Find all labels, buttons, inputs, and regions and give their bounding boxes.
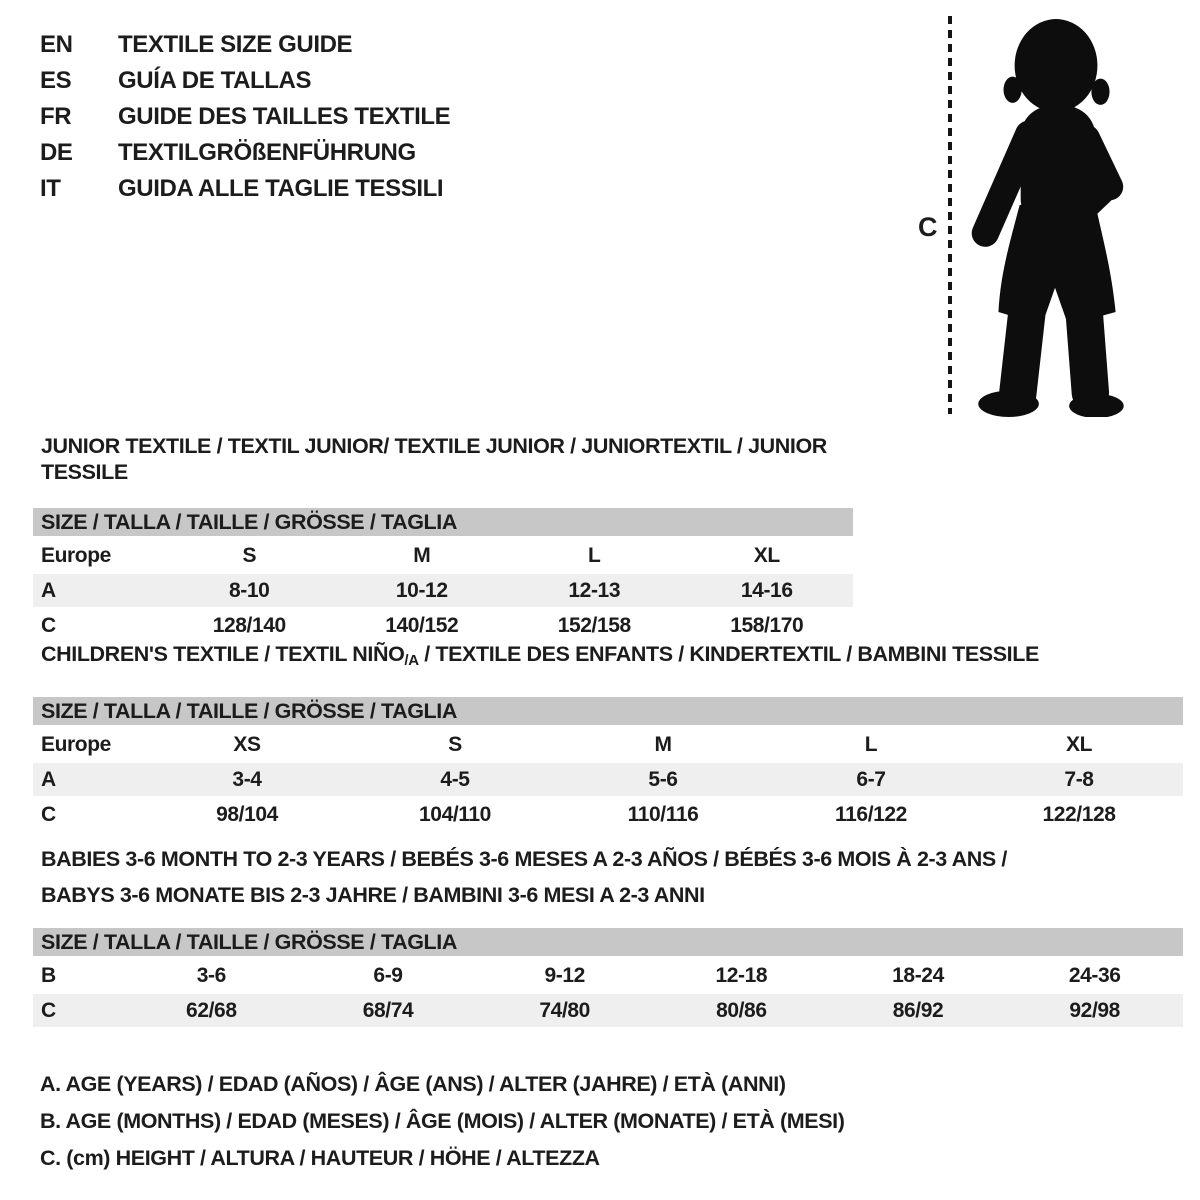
table-cell: 14-16 (740, 578, 793, 602)
legend-line-c: C. (cm) HEIGHT / ALTURA / HAUTEUR / HÖHE / ALTEZZA (40, 1146, 600, 1170)
section-heading (33, 641, 1183, 674)
heading-text: / TEXTILE DES ENFANTS / KINDERTEXTIL / BAMBINI TESSILE (418, 642, 1039, 666)
table-cell: 98/104 (216, 802, 278, 826)
language-guide-list (40, 27, 450, 207)
language-code: FR (40, 103, 72, 130)
table-cell: M (413, 543, 431, 567)
table-cell: XL (753, 543, 780, 567)
language-code: DE (40, 139, 73, 166)
language-row (40, 99, 450, 135)
table-row (33, 539, 853, 572)
row-label: C (41, 802, 56, 826)
table-row (33, 994, 1183, 1027)
junior-textile-section (33, 433, 853, 644)
table-cell: 140/152 (385, 613, 459, 637)
table-cell: 128/140 (212, 613, 286, 637)
junior-size-table (33, 508, 853, 642)
table-cell: 62/68 (186, 998, 237, 1022)
table-row (33, 763, 1183, 796)
table-row (33, 609, 853, 642)
language-guide-title: TEXTILE SIZE GUIDE (118, 31, 353, 58)
legend-line-a: A. AGE (YEARS) / EDAD (AÑOS) / ÂGE (ANS) / ALTER (JAHRE) / ETÀ (ANNI) (40, 1072, 786, 1096)
table-cell: 4-5 (440, 767, 470, 791)
table-cell: 80/86 (716, 998, 767, 1022)
table-header-bar: SIZE / TALLA / TAILLE / GRÖSSE / TAGLIA (33, 928, 1183, 956)
table-cell: 92/98 (1069, 998, 1120, 1022)
row-label: A (41, 767, 56, 791)
row-label: C (41, 613, 56, 637)
legend-line-b: B. AGE (MONTHS) / EDAD (MESES) / ÂGE (MOIS) / ALTER (MONATE) / ETÀ (MESI) (40, 1109, 845, 1133)
table-row (33, 959, 1183, 992)
language-code: EN (40, 31, 73, 58)
language-row (40, 27, 450, 63)
table-cell: 18-24 (892, 963, 944, 987)
table-cell: 74/80 (539, 998, 590, 1022)
table-cell: 122/128 (1042, 802, 1116, 826)
language-guide-title: GUIDE DES TAILLES TEXTILE (118, 103, 451, 130)
table-row (33, 798, 1183, 831)
language-guide-title: GUÍA DE TALLAS (118, 67, 312, 94)
heading-text: CHILDREN'S TEXTILE / TEXTIL NIÑO (41, 642, 405, 666)
table-cell: XS (233, 732, 261, 756)
table-cell: 6-9 (373, 963, 403, 987)
row-label: A (41, 578, 56, 602)
language-row (40, 171, 450, 207)
table-cell: 12-13 (568, 578, 621, 602)
row-label: Europe (41, 543, 111, 567)
table-cell: 9-12 (544, 963, 585, 987)
table-cell: L (588, 543, 601, 567)
table-cell: 152/158 (557, 613, 631, 637)
language-row (40, 135, 450, 171)
table-cell: 3-4 (232, 767, 262, 791)
table-cell: 3-6 (196, 963, 226, 987)
table-cell: S (242, 543, 257, 567)
table-cell: 12-18 (715, 963, 768, 987)
table-cell: 6-7 (856, 767, 886, 791)
table-cell: M (654, 732, 672, 756)
table-cell: 158/170 (730, 613, 804, 637)
height-marker-label: C (918, 212, 938, 242)
language-code: IT (40, 175, 61, 202)
table-cell: 104/110 (419, 802, 491, 826)
table-cell: 110/116 (627, 802, 699, 826)
table-cell: 10-12 (395, 578, 448, 602)
table-cell: XL (1065, 732, 1093, 756)
toddler-silhouette-icon (966, 13, 1140, 417)
babies-textile-section (33, 841, 1183, 1029)
section-heading: JUNIOR TEXTILE / TEXTIL JUNIOR/ TEXTILE JUNIOR / JUNIORTEXTIL / JUNIOR TESSILE (41, 434, 827, 484)
table-cell: 8-10 (229, 578, 270, 602)
heading-line: BABYS 3-6 MONATE BIS 2-3 JAHRE / BAMBINI 3-6 MESI A 2-3 ANNI (41, 883, 705, 907)
language-guide-title: TEXTILGRÖßENFÜHRUNG (118, 139, 416, 166)
table-row (33, 574, 853, 607)
table-cell: 116/122 (835, 802, 907, 826)
table-cell: 86/92 (892, 998, 944, 1022)
table-cell: 24-36 (1068, 963, 1121, 987)
language-row (40, 63, 450, 99)
row-label: Europe (41, 732, 111, 756)
table-cell: L (864, 732, 878, 756)
babies-size-table (33, 928, 1183, 1027)
measurement-legend (40, 1066, 845, 1177)
table-header-bar: SIZE / TALLA / TAILLE / GRÖSSE / TAGLIA (33, 508, 853, 536)
children-textile-section (33, 641, 1183, 833)
section-heading (33, 841, 1183, 913)
language-code: ES (40, 67, 72, 94)
table-header-bar: SIZE / TALLA / TAILLE / GRÖSSE / TAGLIA (33, 697, 1183, 725)
children-size-table (33, 697, 1183, 831)
language-guide-title: GUIDA ALLE TAGLIE TESSILI (118, 175, 444, 202)
heading-line: BABIES 3-6 MONTH TO 2-3 YEARS / BEBÉS 3-6 MESES A 2-3 AÑOS / BÉBÉS 3-6 MOIS À 2-3 ANS / (41, 847, 1007, 871)
heading-subscript: /A (404, 652, 419, 669)
table-cell: 7-8 (1064, 767, 1094, 791)
table-cell: 5-6 (648, 767, 678, 791)
table-cell: 68/74 (362, 998, 414, 1022)
height-marker-dashed-line (948, 16, 952, 414)
table-row (33, 728, 1183, 761)
table-cell: S (448, 732, 462, 756)
row-label: B (41, 963, 56, 987)
row-label: C (41, 998, 56, 1022)
